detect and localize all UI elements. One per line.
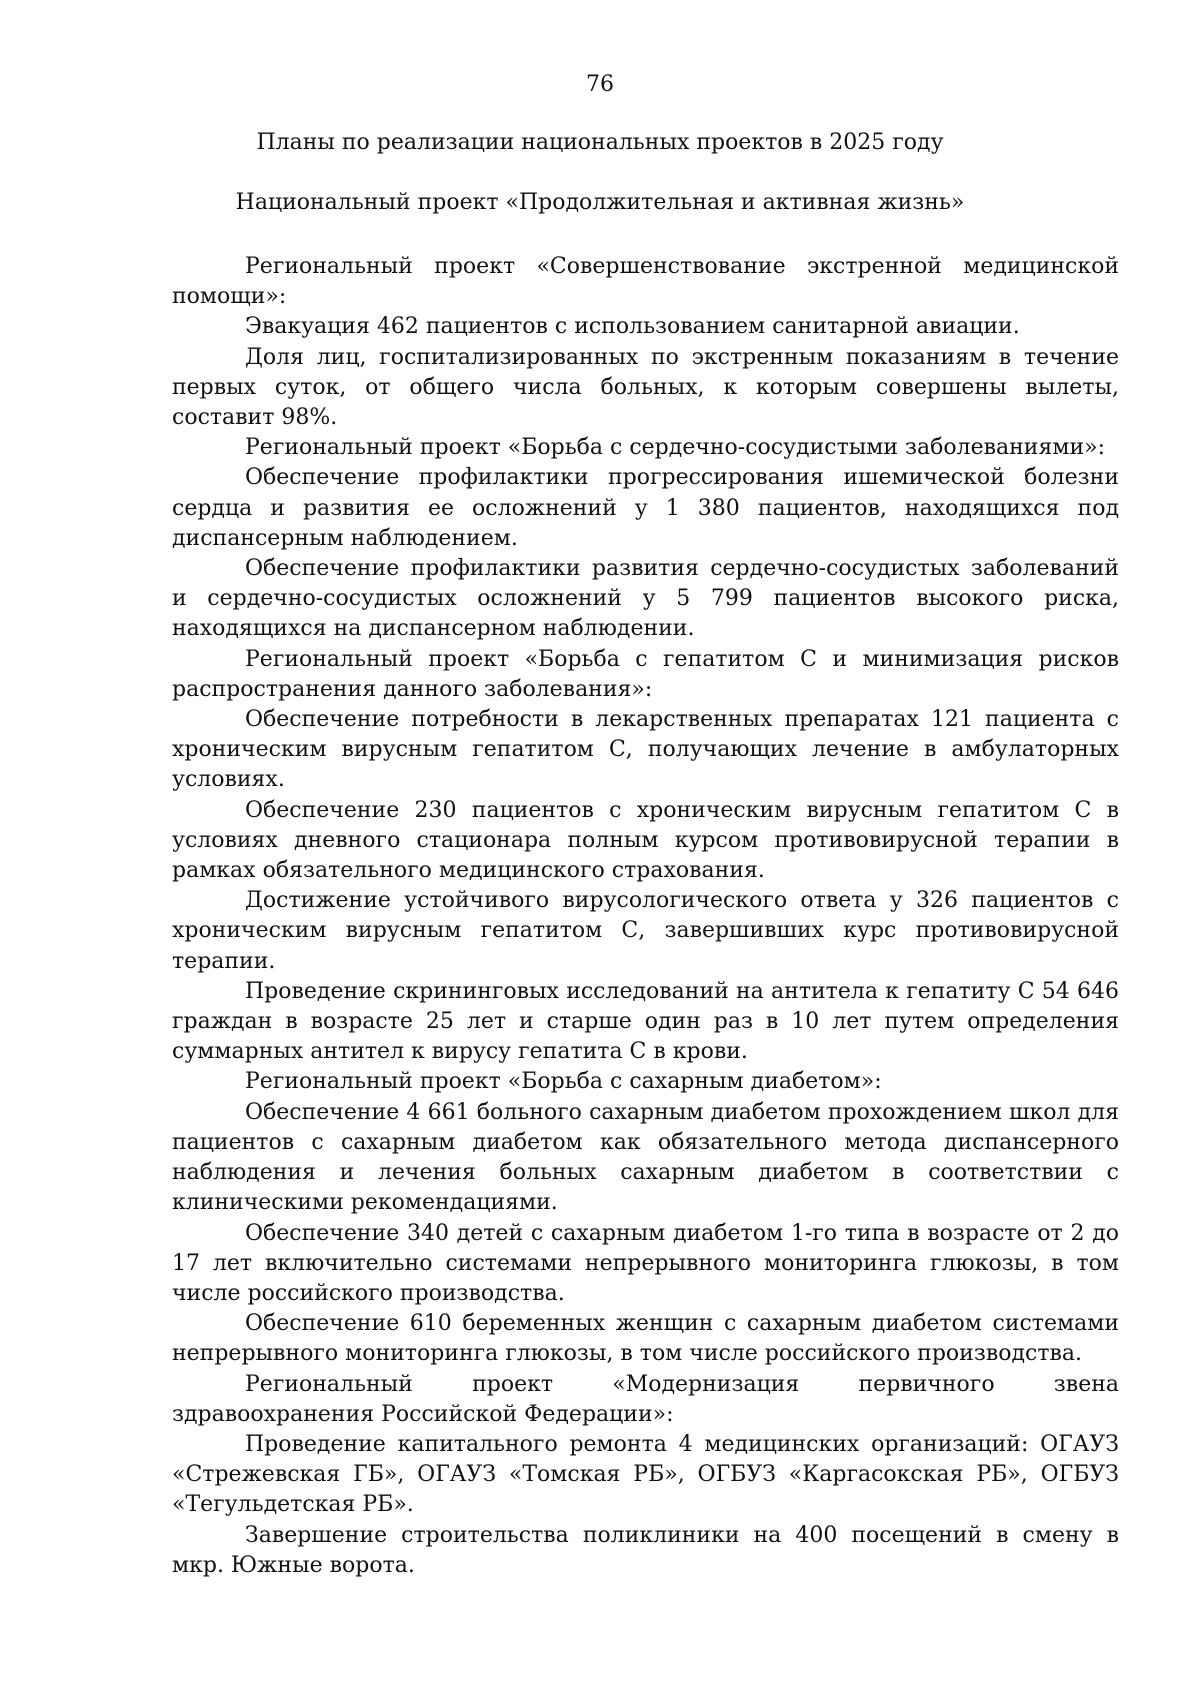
paragraph: Проведение капитального ремонта 4 медицинских организаций: ОГАУЗ «Стрежевская ГБ», ОГАУЗ «Томская РБ», ОГБУЗ «Каргасокская РБ», ОГБУЗ «Тегульдетская РБ». (172, 1431, 1119, 1518)
paragraph: Обеспечение 230 пациентов с хроническим вирусным гепатитом С в условиях дневного стационара полным курсом противовирусной терапии в рамках обязательного медицинского страхования. (172, 797, 1119, 884)
paragraph-project-cardiovascular: Региональный проект «Борьба с сердечно-сосудистыми заболеваниями»: (245, 435, 1105, 461)
paragraph: Проведение скрининговых исследований на антитела к гепатиту С 54 646 граждан в возрасте 25 лет и старше один раз в 10 лет путем определения суммарных антител к вирусу гепатита С в крови. (172, 978, 1119, 1065)
paragraph-project-emergency-care: Региональный проект «Совершенствование экстренной медицинской помощи»: (172, 254, 1119, 310)
document-subtitle: Национальный проект «Продолжительная и активная жизнь» (235, 190, 965, 215)
document-body (172, 252, 1119, 1581)
paragraph-project-hepatitis-c: Региональный проект «Борьба с гепатитом С и минимизация рисков распространения данного заболевания»: (172, 646, 1119, 702)
paragraph: Достижение устойчивого вирусологического ответа у 326 пациентов с хроническим вирусным гепатитом С, завершивших курс противовирусной терапии. (172, 888, 1119, 974)
paragraph: Завершение строительства поликлиники на 400 посещений в смену в мкр. Южные ворота. (172, 1522, 1119, 1578)
paragraph: Доля лиц, госпитализированных по экстренным показаниям в течение первых суток, от общего числа больных, к которым совершены вылеты, составит 98%. (172, 344, 1119, 431)
document-title: Планы по реализации национальных проектов в 2025 году (256, 130, 944, 155)
paragraph: Обеспечение 340 детей с сахарным диабетом 1-го типа в возрасте от 2 до 17 лет включительно системами непрерывного мониторинга глюкозы, в том числе российского производства. (172, 1220, 1119, 1306)
paragraph: Обеспечение потребности в лекарственных препаратах 121 пациента с хроническим вирусным гепатитом С, получающих лечение в амбулаторных условиях. (172, 707, 1119, 793)
paragraph: Обеспечение 4 661 больного сахарным диабетом прохождением школ для пациентов с сахарным диабетом как обязательного метода диспансерного наблюдения и лечения больных сахарным диабетом в соответствии с клиническими рекомендациями. (172, 1099, 1119, 1216)
paragraph-project-primary-care: Региональный проект «Модернизация первичного звена здравоохранения Российской Федерации»: (172, 1371, 1119, 1427)
paragraph: Обеспечение 610 беременных женщин с сахарным диабетом системами непрерывного мониторинга глюкозы, в том числе российского производства. (172, 1311, 1119, 1367)
paragraph: Обеспечение профилактики прогрессирования ишемической болезни сердца и развития ее осложнений у 1 380 пациентов, находящихся под диспансерным наблюдением. (172, 465, 1119, 551)
paragraph: Обеспечение профилактики развития сердечно-сосудистых заболеваний и сердечно-сосудистых осложнений у 5 799 пациентов высокого риска, находящихся на диспансерном наблюдении. (172, 556, 1119, 642)
paragraph-project-diabetes: Региональный проект «Борьба с сахарным диабетом»: (245, 1069, 882, 1095)
paragraph: Эвакуация 462 пациентов с использованием санитарной авиации. (245, 314, 1020, 340)
page-number: 76 (586, 72, 614, 97)
